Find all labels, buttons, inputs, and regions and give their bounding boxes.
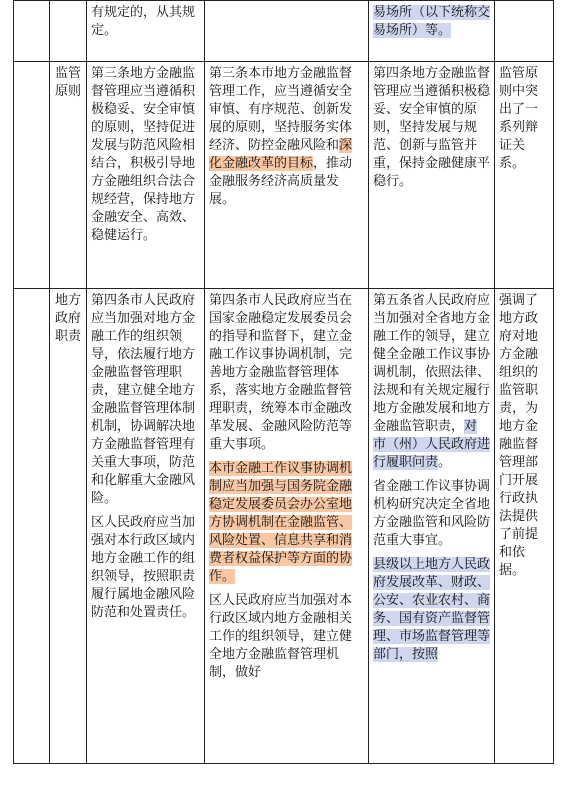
cell-text bbox=[373, 292, 490, 472]
cell-text: 第四条市人民政府应当加强对地方金融工作的组织领导，依法履行地方金融监督管理职责，建立健全地方金融监督管理体制机制，协调解决地方金融监督管理有关重大事项，防范和化解重大金融风险。 bbox=[91, 293, 196, 506]
row-label: 监管原则 bbox=[50, 62, 87, 289]
table-cell bbox=[14, 62, 50, 289]
cell-text: 区人民政府应当加强对本行政区域内地方金融相关工作的组织领导，建立健全地方金融监督管理机制，做好 bbox=[209, 593, 353, 680]
cell-text bbox=[209, 65, 364, 209]
cell-text bbox=[373, 4, 490, 40]
table-cell bbox=[369, 62, 495, 289]
text-run: ，推动金融服务经济高质量发展。 bbox=[209, 156, 353, 207]
cell-text: 第三条地方金融监督管理应当遵循积极稳妥、安全审慎的原则，坚持促进发展与防范风险相结合，积极引导地方金融组织合法合规经营，保持地方金融安全、高效、稳健运行。 bbox=[91, 66, 196, 243]
table-cell bbox=[87, 1, 205, 62]
comparison-table bbox=[13, 0, 554, 764]
table-row bbox=[14, 62, 554, 289]
table-row bbox=[14, 289, 554, 764]
table-cell bbox=[369, 289, 495, 764]
row-label: 地方政府职责 bbox=[50, 289, 87, 764]
table-cell bbox=[205, 1, 369, 62]
highlighted-text: 深化金融改革的目标 bbox=[209, 138, 353, 171]
cell-text: 省金融工作议事协调机构研究决定全省地方金融监管和风险防范重大事宜。 bbox=[373, 479, 491, 548]
highlighted-text: 本市金融工作议事协调机制应当加强与国务院金融稳定发展委员会办公室地方协调机制在金融监管、风险处置、信息共享和消费者权益保护等方面的协作。 bbox=[209, 461, 353, 584]
table-cell bbox=[87, 62, 205, 289]
highlighted-text: 易场所（以下统称交易场所）等。 bbox=[373, 5, 491, 38]
table-cell bbox=[14, 289, 50, 764]
table-cell bbox=[87, 289, 205, 764]
cell-text bbox=[209, 460, 364, 586]
table-row bbox=[14, 1, 554, 62]
cell-text: 区人民政府应当加强对本行政区域内地方金融工作的组织领导，按照职责履行属地金融风险防范和处置责任。 bbox=[91, 515, 196, 620]
cell-text: 有规定的，从其规定。 bbox=[91, 5, 196, 38]
highlighted-text: 县级以上地方人民政府发展改革、财政、公安、农业农村、商务、国有资产监督管理、市场监督管理等部门，按照 bbox=[373, 557, 491, 662]
cell-text: 强调了地方政府对地方金融组织的监管职责，为地方金融监督管理部门开展行政执法提供了前提和依据。 bbox=[499, 293, 539, 578]
cell-text: 监管原则中突出了一系列辩证关系。 bbox=[499, 66, 539, 171]
table-cell bbox=[495, 289, 554, 764]
text-run: 。 bbox=[438, 455, 452, 470]
table-cell bbox=[205, 289, 369, 764]
text-run: 第五条省人民政府应当加强对全省地方金融工作的领导，建立健全金融工作议事协调机制，依照法律、法规和有关规定履行地方金融发展和地方金融监管职责， bbox=[373, 293, 491, 434]
table-cell bbox=[369, 1, 495, 62]
cell-text: 第四条市人民政府应当在国家金融稳定发展委员会的指导和监督下，建立金融工作议事协调机制，完善地方金融监督管理体系，落实地方金融监督管理职责，统筹本市金融改革发展、金融风险防范等重大事项。 bbox=[209, 293, 353, 452]
text-run: 第三条本市地方金融监督管理工作，应当遵循安全审慎、有序规范、创新发展的原则，坚持服务实体经济、防控金融风险和 bbox=[209, 66, 353, 153]
table-cell bbox=[205, 62, 369, 289]
highlighted-text: 对市（州）人民政府进行履职问责 bbox=[373, 419, 491, 470]
cell-text bbox=[373, 556, 490, 664]
table-cell bbox=[495, 1, 554, 62]
table-cell bbox=[495, 62, 554, 289]
cell-text: 第四条地方金融监督管理应当遵循积极稳妥、安全审慎的原则，坚持发展与规范、创新与监管并重，保持金融健康平稳行。 bbox=[373, 66, 491, 189]
table-cell bbox=[50, 1, 87, 62]
table-cell bbox=[14, 1, 50, 62]
